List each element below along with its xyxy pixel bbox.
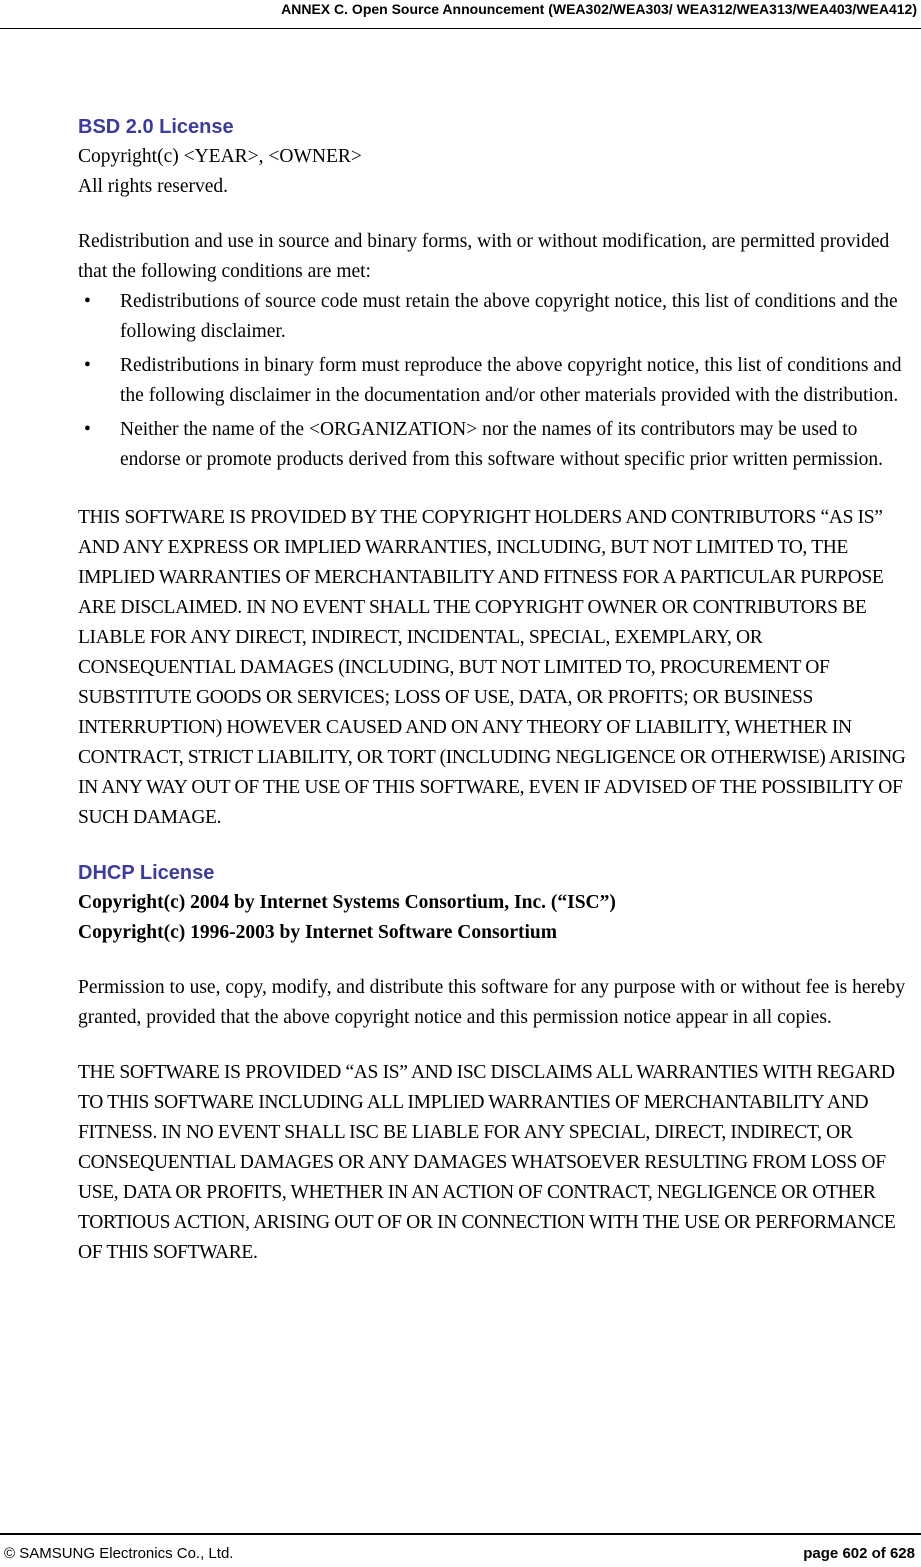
list-item	[78, 287, 914, 347]
bsd-license-section	[78, 112, 914, 833]
list-item-text: Neither the name of the <ORGANIZATION> nor the names of its contributors may be used to endorse or promote products derived from this software without specific prior written permission.	[120, 419, 884, 470]
dhcp-license-heading: DHCP License	[78, 862, 215, 884]
list-item	[78, 351, 914, 411]
list-item-text: Redistributions in binary form must reproduce the above copyright notice, this list of conditions and the following disclaimer in the documentation and/or other materials provided with the distribution.	[120, 355, 902, 406]
bsd-conditions-list	[78, 287, 914, 475]
header-title: ANNEX C. Open Source Announcement (WEA302/WEA303/ WEA312/WEA313/WEA403/WEA412)	[281, 1, 917, 17]
page-footer	[0, 1533, 921, 1567]
document-body	[78, 112, 914, 1268]
dhcp-disclaimer-paragraph: THE SOFTWARE IS PROVIDED “AS IS” AND ISC DISCLAIMS ALL WARRANTIES WITH REGARD TO THIS SOFTWARE INCLUDING ALL IMPLIED WARRANTIES OF MERCHANTABILITY AND FITNESS. IN NO EVENT SHALL ISC BE LIABLE FOR ANY SPECIAL, DIRECT, INDIRECT, OR CONSEQUENTIAL DAMAGES OR ANY DAMAGES WHATSOEVER RESULTING FROM LOSS OF USE, DATA OR PROFITS, WHETHER IN AN ACTION OF CONTRACT, NEGLIGENCE OR OTHER TORTIOUS ACTION, ARISING OUT OF OR IN CONNECTION WITH THE USE OR PERFORMANCE OF THIS SOFTWARE.	[78, 1062, 896, 1263]
page-header	[0, 0, 921, 29]
dhcp-copyright-line-1: Copyright(c) 2004 by Internet Systems Consortium, Inc. (“ISC”)	[78, 892, 616, 913]
dhcp-permission-paragraph: Permission to use, copy, modify, and distribute this software for any purpose with or without fee is hereby granted, provided that the above copyright notice and this permission notice appear in all copies.	[78, 977, 906, 1028]
bsd-rights-line: All rights reserved.	[78, 176, 229, 197]
footer-page-number: page 602 of 628	[803, 1545, 915, 1562]
dhcp-license-section	[78, 858, 914, 1268]
bsd-copyright-line: Copyright(c) <YEAR>, <OWNER>	[78, 146, 362, 167]
list-item	[78, 415, 914, 475]
bullet-icon: •	[84, 291, 91, 312]
bsd-intro-paragraph: Redistribution and use in source and binary forms, with or without modification, are permitted provided that the following conditions are met:	[78, 231, 890, 282]
bullet-icon: •	[84, 355, 91, 376]
bsd-license-heading: BSD 2.0 License	[78, 116, 234, 138]
dhcp-copyright-line-2: Copyright(c) 1996-2003 by Internet Software Consortium	[78, 922, 557, 943]
bullet-icon: •	[84, 419, 91, 440]
list-item-text: Redistributions of source code must retain the above copyright notice, this list of conditions and the following disclaimer.	[120, 291, 898, 342]
footer-company: © SAMSUNG Electronics Co., Ltd.	[4, 1545, 234, 1562]
bsd-disclaimer-paragraph: THIS SOFTWARE IS PROVIDED BY THE COPYRIGHT HOLDERS AND CONTRIBUTORS “AS IS” AND ANY EXPRESS OR IMPLIED WARRANTIES, INCLUDING, BUT NOT LIMITED TO, THE IMPLIED WARRANTIES OF MERCHANTABILITY AND FITNESS FOR A PARTICULAR PURPOSE ARE DISCLAIMED. IN NO EVENT SHALL THE COPYRIGHT OWNER OR CONTRIBUTORS BE LIABLE FOR ANY DIRECT, INDIRECT, INCIDENTAL, SPECIAL, EXEMPLARY, OR CONSEQUENTIAL DAMAGES (INCLUDING, BUT NOT LIMITED TO, PROCUREMENT OF SUBSTITUTE GOODS OR SERVICES; LOSS OF USE, DATA, OR PROFITS; OR BUSINESS INTERRUPTION) HOWEVER CAUSED AND ON ANY THEORY OF LIABILITY, WHETHER IN CONTRACT, STRICT LIABILITY, OR TORT (INCLUDING NEGLIGENCE OR OTHERWISE) ARISING IN ANY WAY OUT OF THE USE OF THIS SOFTWARE, EVEN IF ADVISED OF THE POSSIBILITY OF SUCH DAMAGE.	[78, 507, 906, 828]
